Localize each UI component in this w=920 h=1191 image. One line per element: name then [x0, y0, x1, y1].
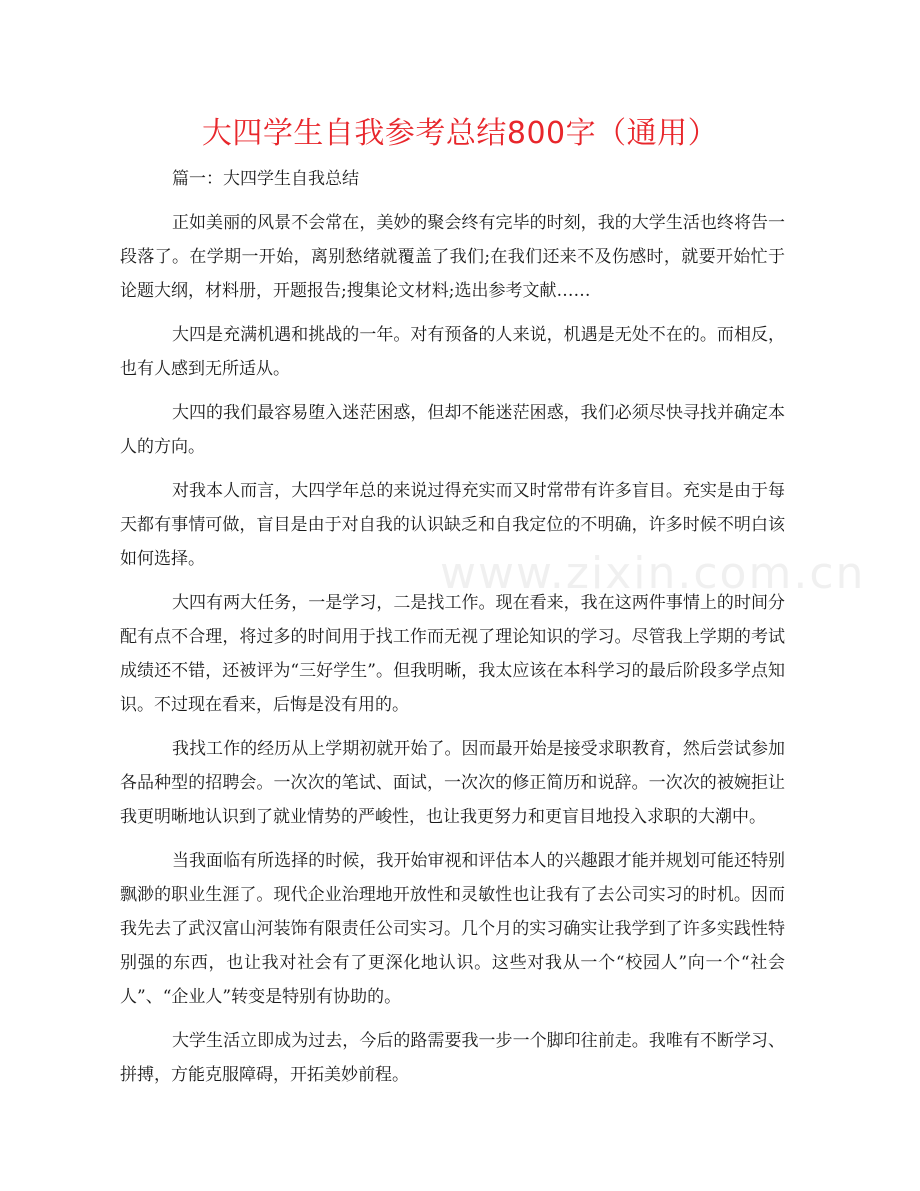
paragraph-8: 大学生活立即成为过去，今后的路需要我一步一个脚印往前走。我唯有不断学习、拼搏，方能克服障碍，开拓美妙前程。: [120, 1031, 785, 1085]
paragraph-6: 我找工作的经历从上学期初就开始了。因而最开始是接受求职教育，然后尝试参加各品种型的招聘会。一次次的笔试、面试，一次次的修正简历和说辞。一次次的被婉拒让我更明晰地认识到了就业情势的严峻性，也让我更努力和更盲目地投入求职的大潮中。: [120, 739, 785, 827]
watermark: www.zixin.com.cn: [440, 548, 866, 599]
document-title: 大四学生自我参考总结800字（通用）: [201, 116, 719, 151]
document-body: [120, 162, 785, 1092]
paragraph-7: 当我面临有所选择的时候，我开始审视和评估本人的兴趣跟才能并规划可能还特别飘渺的职业生涯了。现代企业治理地开放性和灵敏性也让我有了去公司实习的时机。因而我先去了武汉富山河装饰有限责任公司实习。几个月的实习确实让我学到了许多实践性特别强的东西，也让我对社会有了更深化地认识。这些对我从一个“校园人”向一个“社会人”、“企业人”转变是特别有协助的。: [120, 851, 785, 1007]
paragraph-3: 大四的我们最容易堕入迷茫困惑，但却不能迷茫困惑，我们必须尽快寻找并确定本人的方向。: [120, 403, 785, 457]
paragraph-4: 对我本人而言，大四学年总的来说过得充实而又时常带有许多盲目。充实是由于每天都有事情可做，盲目是由于对自我的认识缺乏和自我定位的不明确，许多时候不明白该如何选择。: [120, 481, 785, 569]
paragraph-2: 大四是充满机遇和挑战的一年。对有预备的人来说，机遇是无处不在的。而相反，也有人感到无所适从。: [120, 325, 785, 379]
paragraph-5: 大四有两大任务，一是学习，二是找工作。现在看来，我在这两件事情上的时间分配有点不合理，将过多的时间用于找工作而无视了理论知识的学习。尽管我上学期的考试成绩还不错，还被评为“三好学生”。但我明晰，我太应该在本科学习的最后阶段多学点知识。不过现在看来，后悔是没有用的。: [120, 593, 785, 715]
paragraph-1: 正如美丽的风景不会常在，美妙的聚会终有完毕的时刻，我的大学生活也终将告一段落了。在学期一开始，离别愁绪就覆盖了我们;在我们还来不及伤感时，就要开始忙于论题大纲，材料册，开题报告;搜集论文材料;选出参考文献……: [120, 213, 785, 301]
section-heading: 篇一：大四学生自我总结: [172, 169, 359, 189]
